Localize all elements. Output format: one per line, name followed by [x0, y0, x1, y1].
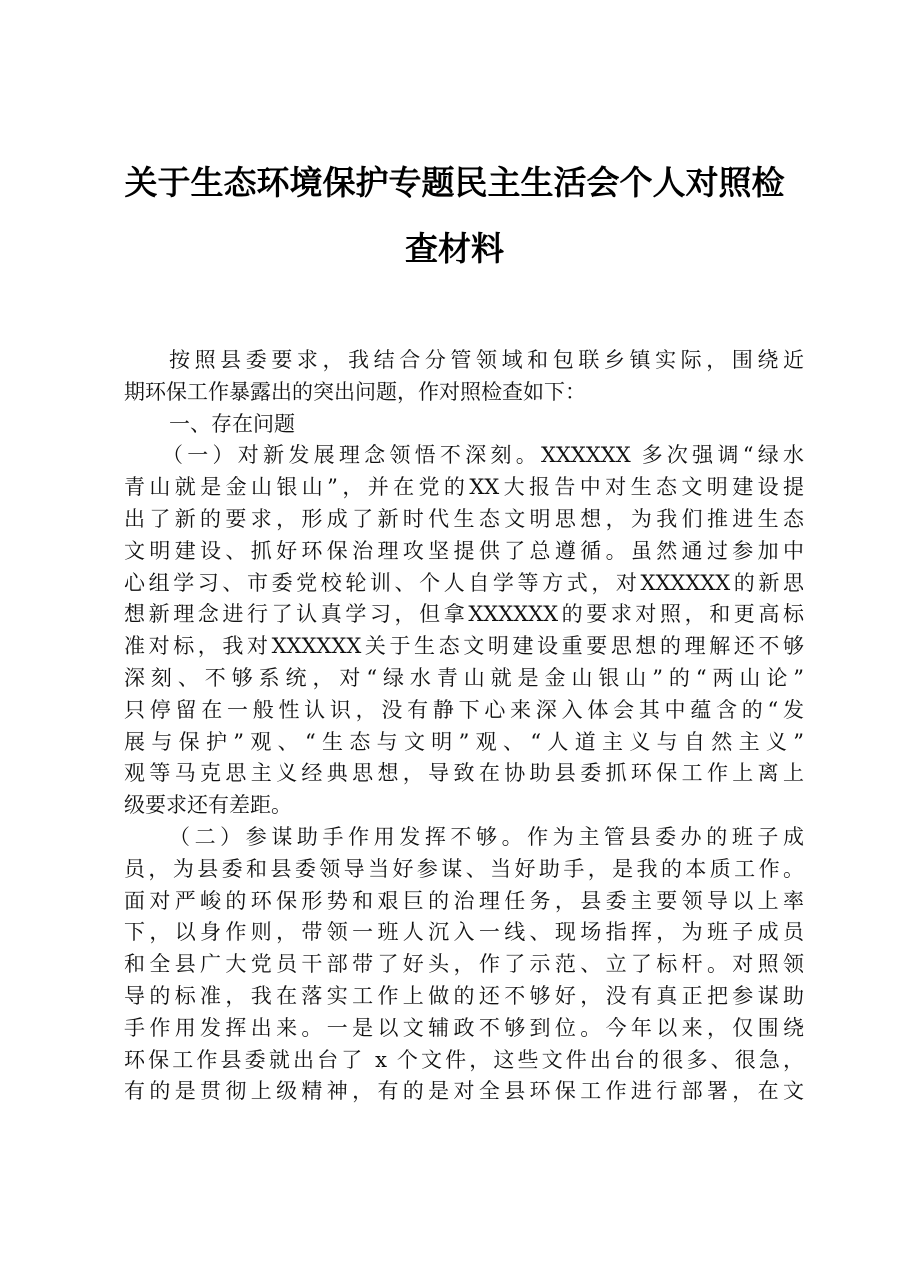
text-line: （一）对新发展理念领悟不深刻。XXXXXX 多次强调“绿水 [162, 443, 804, 468]
document-title-line-2: 查材料 [405, 229, 504, 268]
text-line: 手作用发挥出来。一是以文辅政不够到位。今年以来，仅围绕 [124, 1015, 804, 1040]
text-line: 观等马克思主义经典思想，导致在协助县委抓环保工作上离上 [124, 761, 804, 786]
text-line: 深刻、不够系统，对“绿水青山就是金山银山”的“两山论” [124, 665, 804, 690]
text-line: 面对严峻的环保形势和艰巨的治理任务，县委主要领导以上率 [124, 888, 804, 913]
text-line: 环保工作县委就出台了 x 个文件，这些文件出台的很多、很急， [124, 1047, 804, 1072]
text-line: （二）参谋助手作用发挥不够。作为主管县委办的班子成 [169, 824, 804, 849]
text-line: 有的是贯彻上级精神，有的是对全县环保工作进行部署，在文 [124, 1079, 804, 1104]
document-title-line-1: 关于生态环境保护专题民主生活会个人对照检 [124, 163, 785, 202]
document-body [124, 345, 804, 1108]
text-line: 心组学习、市委党校轮训、个人自学等方式，对XXXXXX的新思 [124, 570, 804, 595]
text-line: 期环保工作暴露出的突出问题，作对照检查如下： [124, 379, 586, 404]
text-line: 想新理念进行了认真学习，但拿XXXXXX的要求对照，和更高标 [124, 602, 804, 627]
text-line: 文明建设、抓好环保治理攻坚提供了总遵循。虽然通过参加中 [124, 538, 804, 563]
section-heading: 一、存在问题 [169, 411, 295, 436]
text-line: 出了新的要求，形成了新时代生态文明思想，为我们推进生态 [124, 506, 804, 531]
text-line: 导的标准，我在落实工作上做的还不够好，没有真正把参谋助 [124, 983, 804, 1008]
text-line: 员，为县委和县委领导当好参谋、当好助手，是我的本质工作。 [124, 856, 804, 881]
text-line: 和全县广大党员干部带了好头，作了示范、立了标杆。对照领 [124, 952, 804, 977]
text-line: 按照县委要求，我结合分管领域和包联乡镇实际，围绕近 [169, 348, 804, 372]
text-line: 展与保护”观、“生态与文明”观、“人道主义与自然主义” [124, 729, 804, 754]
text-line: 青山就是金山银山”，并在党的XX大报告中对生态文明建设提 [124, 475, 804, 500]
text-line: 只停留在一般性认识，没有静下心来深入体会其中蕴含的“发 [124, 697, 804, 722]
text-line: 下，以身作则，带领一班人沉入一线、现场指挥，为班子成员 [124, 920, 804, 945]
text-line: 级要求还有差距。 [124, 793, 292, 818]
text-line: 准对标，我对XXXXXX关于生态文明建设重要思想的理解还不够 [124, 634, 804, 659]
